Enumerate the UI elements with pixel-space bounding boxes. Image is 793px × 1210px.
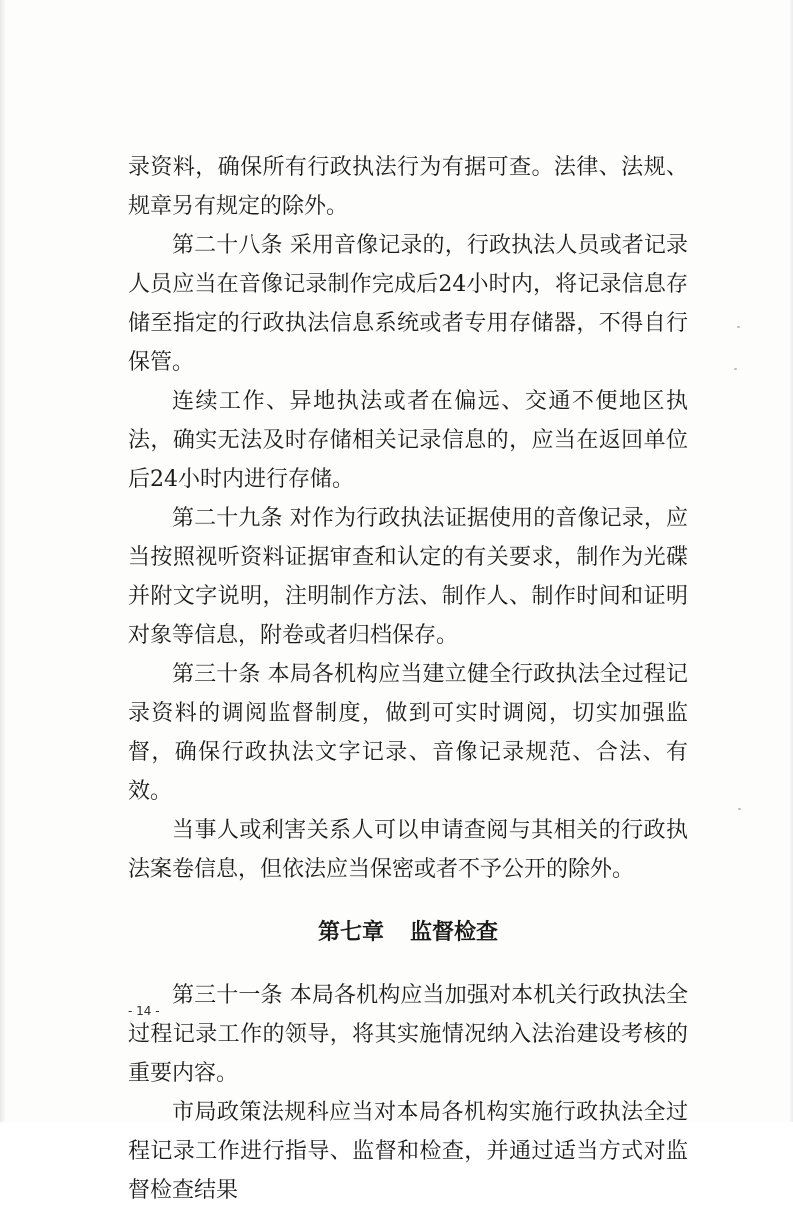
paragraph-article-29: 第二十九条 对作为行政执法证据使用的音像记录，应当按照视听资料证据审查和认定的有关要求，制作为光碟并附文字说明，注明制作方法、制作人、制作时间和证明对象等信息，附卷或者归档保存。 [128,506,688,648]
paragraph-article-31-continued: 市局政策法规科应当对本局各机构实施行政执法全过程记录工作进行指导、监督和检查，并通过适当方式对监督检查结果 [128,1100,688,1203]
chapter-number: 第七章 [317,920,384,945]
scan-edge-right [789,0,793,1122]
page-number: - 14 - [128,1004,160,1018]
scan-speck [738,808,741,810]
scan-edge-left [0,0,6,1122]
scan-speck [737,326,740,328]
scan-speck [734,368,737,370]
chapter-heading [128,913,688,952]
paragraph-continuation: 录资料，确保所有行政执法行为有据可查。法律、法规、规章另有规定的除外。 [128,155,688,219]
paragraph-article-30-continued: 当事人或利害关系人可以申请查阅与其相关的行政执法案卷信息，但依法应当保密或者不予公开的除外。 [128,818,688,882]
document-body [128,148,688,1210]
paragraph-article-30: 第三十条 本局各机构应当建立健全行政执法全过程记录资料的调阅监督制度，做到可实时调阅，切实加强监督，确保行政执法文字记录、音像记录规范、合法、有效。 [128,662,688,804]
paragraph-article-28: 第二十八条 采用音像记录的，行政执法人员或者记录人员应当在音像记录制作完成后24小时内，将记录信息存储至指定的行政执法信息系统或者专用存储器，不得自行保管。 [128,233,688,375]
paragraph-article-28-continued: 连续工作、异地执法或者在偏远、交通不便地区执法，确实无法及时存储相关记录信息的，应当在返回单位后24小时内进行存储。 [128,389,688,492]
paragraph-article-31: 第三十一条 本局各机构应当加强对本机关行政执法全过程记录工作的领导，将其实施情况纳入法治建设考核的重要内容。 [128,983,688,1086]
chapter-title: 监督检查 [410,920,499,945]
